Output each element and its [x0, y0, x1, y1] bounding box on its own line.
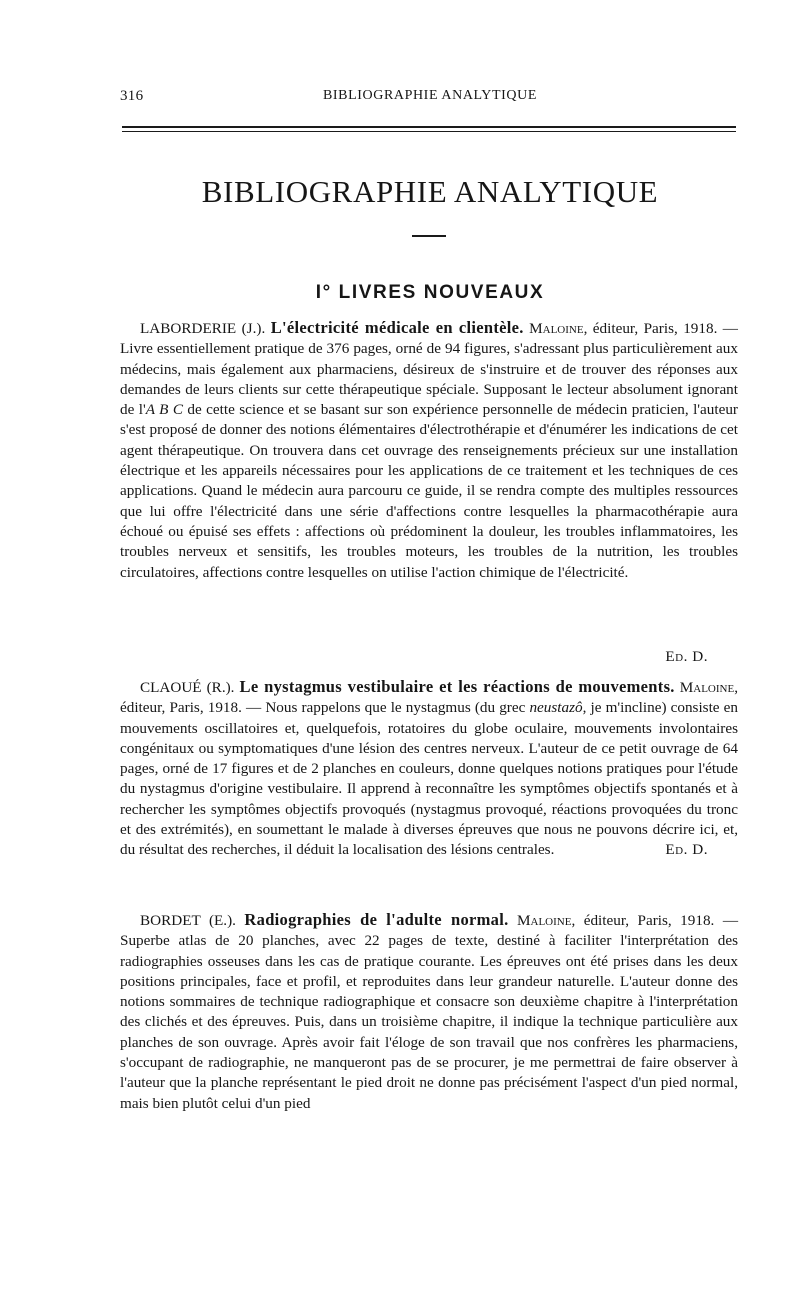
entry-publisher: Maloine — [529, 320, 584, 337]
entry-text-continued: de cette science et se basant sur son expérience personnelle de médecin praticien, l'auteur s'est proposé de donner des notions élémentaires d'électrothérapie et d'énumérer les indications de cet agent thérapeutique. On trouvera dans cet ouvrage des renseignements précieux sur une installation électrique et les appareils nécessaires pour les applications de ce traitement et les techniques de ces applications. Quand le médecin aura parcouru ce guide, il se rendra compte des multiples ressources que lui offre l'électricité dans une série d'affections contre lesquelles la pharmacothérapie aura échoué ou épuisé ses effets : affections où prédominent la douleur, les troubles inflammatoires, les troubles nerveux et sensitifs, les troubles moteurs, les troubles de la nutrition, les troubles circulatoires, affections contre lesquelles on utilise l'action chimique de l'électricité. — [120, 401, 738, 581]
entry-text: , éditeur, Paris, 1918. — Nous rappelons que le nystagmus (du grec — [120, 679, 738, 717]
header-rule-thick — [122, 126, 736, 128]
book-review-entry — [120, 318, 738, 583]
entry-text: , éditeur, Paris, 1918. — Livre essentiellement pratique de 376 pages, orné de 94 figures, s'adressant plus particulièrement aux médecins, mais également aux pharmaciens, désireux de s'instruire et de trouver des réponses aux demandes de leurs clients sur cette thérapeutique spéciale. Supposant le lecteur absolument ignorant de l' — [120, 320, 738, 419]
entry-author: BORDET (E.). — [140, 912, 236, 929]
book-review-entry — [120, 910, 738, 1114]
title-divider — [412, 235, 446, 237]
entry-signature: Ed. D. — [665, 648, 708, 665]
entry-text: , éditeur, Paris, 1918. — Superbe atlas de 20 planches, avec 22 pages de texte, destiné à faciliter l'interprétation des radiographies osseuses dans les cas de pratique courante. Les épreuves ont été prises dans les deux positions principales, face et profil, et reproduites dans leur grandeur naturelle. L'auteur donne des notions sommaires de technique radiographique et consacre son deuxième chapitre à l'interprétation des clichés et des épreuves. Puis, dans un troisième chapitre, il indique la technique particulière aux planches de son ouvrage. Après avoir fait l'éloge de son travail que nos confrères les pharmaciens, s'occupant de radiographie, ne manqueront pas de se procurer, je me permettrai de faire observer à l'auteur que la planche représentant le pied droit ne donne pas précisément l'aspect d'un pied normal, mais bien plutôt celui d'un pied — [120, 912, 739, 1112]
entry-author: CLAOUÉ (R.). — [140, 679, 235, 696]
entry-book-title: Radiographies de l'adulte normal. — [244, 910, 509, 929]
entry-book-title: Le nystagmus vestibulaire et les réactions de mouvements. — [239, 677, 675, 696]
entry-greek-word: neustazô — [529, 699, 583, 717]
entry-book-title: L'électricité médicale en clientèle. — [270, 318, 524, 337]
entry-abc: A B C — [145, 401, 183, 419]
page-title: BIBLIOGRAPHIE ANALYTIQUE — [201, 174, 659, 209]
running-header — [120, 88, 740, 112]
entry-publisher: Maloine — [679, 679, 735, 696]
section-title: I° LIVRES NOUVEAUX — [315, 282, 545, 303]
entry-signature: Ed. D. — [665, 841, 708, 859]
entry-text-continued: , je m'incline) consiste en mouvements oscillatoires et, quelquefois, rotatoires du globe oculaire, mouvements involontaires congénitaux ou symptomatiques d'une lésion des centres nerveux. L'auteur de ce petit ouvrage de 64 pages, orné de 17 figures et de 2 planches en couleurs, donne quelques notions pratiques pour l'étude du nystagmus d'origine vestibulaire. Il apprend à reconnaître les symptômes objectifs spontanés et à rechercher les symptômes objectifs provoqués (nystagmus provoqué, réactions provoquées du tronc et des extrémités), en soumettant le malade à diverses épreuves que nous ne pouvons décrire ici, et, du résultat des recherches, il déduit la localisation des lésions centrales. — [120, 699, 738, 859]
entry-publisher: Maloine — [517, 912, 572, 929]
header-rule-thin — [122, 131, 736, 132]
running-title: BIBLIOGRAPHIE ANALYTIQUE — [322, 88, 538, 103]
book-review-entry — [120, 677, 738, 861]
entry-author: LABORDERIE (J.). — [140, 320, 266, 337]
page-number: 316 — [120, 88, 144, 104]
